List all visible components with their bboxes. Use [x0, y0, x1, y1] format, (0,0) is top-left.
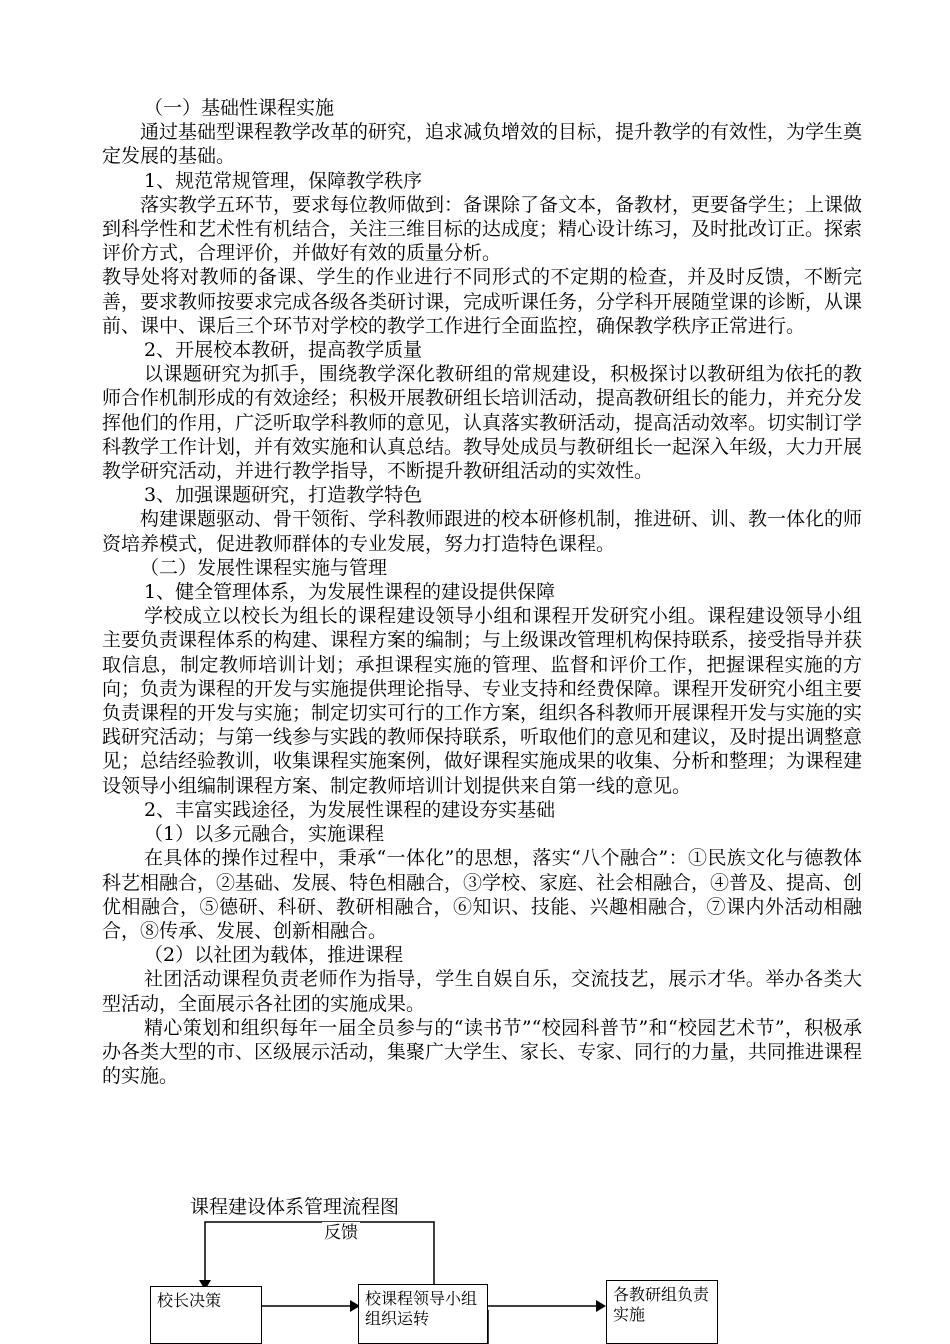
node-label: 校长决策: [157, 1291, 222, 1310]
paragraph: 构建课题驱动、骨干领衔、学科教师跟进的校本研修机制，推进研、训、教一体化的师资培养模式，促进教师群体的专业发展，努力打造特色课程。: [102, 508, 863, 555]
paragraph: 以课题研究为抓手，围绕教学深化教研组的常规建设，积极探讨以教研组为依托的教师合作机制形成的有效途经；积极开展教研组长培训活动，提高教研组长的能力，并充分发挥他们的作用，广泛听取学科教师的意见，认真落实教研活动，提高活动效率。切实制订学科教学工作计划，并有效实施和认真总结。教导处成员与教研组长一起深入年级，大力开展教学研究活动，并进行教学指导，不断提升教研组活动的实效性。: [102, 363, 863, 483]
paragraph: 学校成立以校长为组长的课程建设领导小组和课程开发研究小组。课程建设领导小组主要负责课程体系的构建、课程方案的编制；与上级课改管理机构保持联系，接受指导并获取信息，制定教师培训计划；承担课程实施的管理、监督和评价工作，把握课程实施的方向；负责为课程的开发与实施提供理论指导、专业支持和经费保障。课程开发研究小组主要负责课程的开发与实施；制定切实可行的工作方案，组织各科教师开展课程开发与实施的实践研究活动；与第一线参与实践的教师保持联系，听取他们的意见和建议，及时提出调整意见；总结经验教训，收集课程实施案例，做好课程实施成果的收集、分析和整理；为课程建设领导小组编制课程方案、制定教师培训计划提供来自第一线的意见。: [102, 605, 863, 797]
paragraph: 精心策划和组织每年一届全员参与的“读书节”“校园科普节”和“校园艺术节”，积极承办各类大型的市、区级展示活动，集聚广大学生、家长、专家、同行的力量，共同推进课程的实施。: [102, 1016, 863, 1088]
subheading: 3、加强课题研究，打造教学特色: [144, 484, 423, 507]
flowchart-title: 课程建设体系管理流程图: [190, 1196, 400, 1218]
section-heading-1: （一）基础性课程实施: [144, 97, 335, 119]
node-label: 各教研组负责实施: [613, 1285, 710, 1324]
paragraph: 教导处将对教师的备课、学生的作业进行不同形式的不定期的检查，并及时反馈，不断完善，要求教师按要求完成各级各类研讨课，完成听课任务，分学科开展随堂课的诊断，从课前、课中、课后三个环节对学校的教学工作进行全面监控，确保教学秩序正常进行。: [102, 266, 863, 337]
paragraph: 社团活动课程负责老师作为指导，学生自娱自乐，交流技艺，展示才华。举办各类大型活动，全面展示各社团的实施成果。: [102, 968, 862, 1015]
subheading: （2）以社团为载体，推进课程: [144, 944, 404, 967]
paragraph: 通过基础型课程教学改革的研究，追求减负增效的目标，提升教学的有效性，为学生奠定发展的基础。: [102, 121, 863, 168]
feedback-label: 反馈: [324, 1223, 358, 1243]
paragraph: 落实教学五环节，要求每位教师做到：备课除了备文本，备教材，更要备学生；上课做到科学性和艺术性有机结合，关注三维目标的达成度；精心设计练习，及时批改订正。探索评价方式，合理评价，并做好有效的质量分析。: [102, 193, 863, 265]
node-teaching-research-groups: [606, 1280, 718, 1344]
document-body: [102, 96, 862, 1088]
node-course-leadership-group: [358, 1284, 488, 1344]
subheading: 1、健全管理体系，为发展性课程的建设提供保障: [144, 581, 556, 604]
subheading: 1、规范常规管理，保障教学秩序: [144, 169, 423, 192]
subheading: 2、丰富实践途径，为发展性课程的建设夯实基础: [144, 798, 556, 821]
subheading: 2、开展校本教研，提高教学质量: [144, 339, 423, 362]
subheading: （1）以多元融合，实施课程: [144, 823, 385, 846]
node-label: 校课程领导小组组织运转: [365, 1289, 478, 1328]
feedback-line: [205, 1222, 434, 1286]
arrowhead-group-to-teams: [596, 1300, 606, 1312]
node-principal-decision: [150, 1286, 262, 1344]
section-heading-2: （二）发展性课程实施与管理: [140, 556, 388, 579]
paragraph: 在具体的操作过程中，秉承“一体化”的思想，落实“八个融合”：①民族文化与德教体科艺相融合，②基础、发展、特色相融合，③学校、家庭、社会相融合，④普及、提高、创优相融合，⑤德研、科研、教研相融合，⑥知识、技能、兴趣相融合，⑦课内外活动相融合，⑧传承、发展、创新相融合。: [102, 847, 863, 942]
